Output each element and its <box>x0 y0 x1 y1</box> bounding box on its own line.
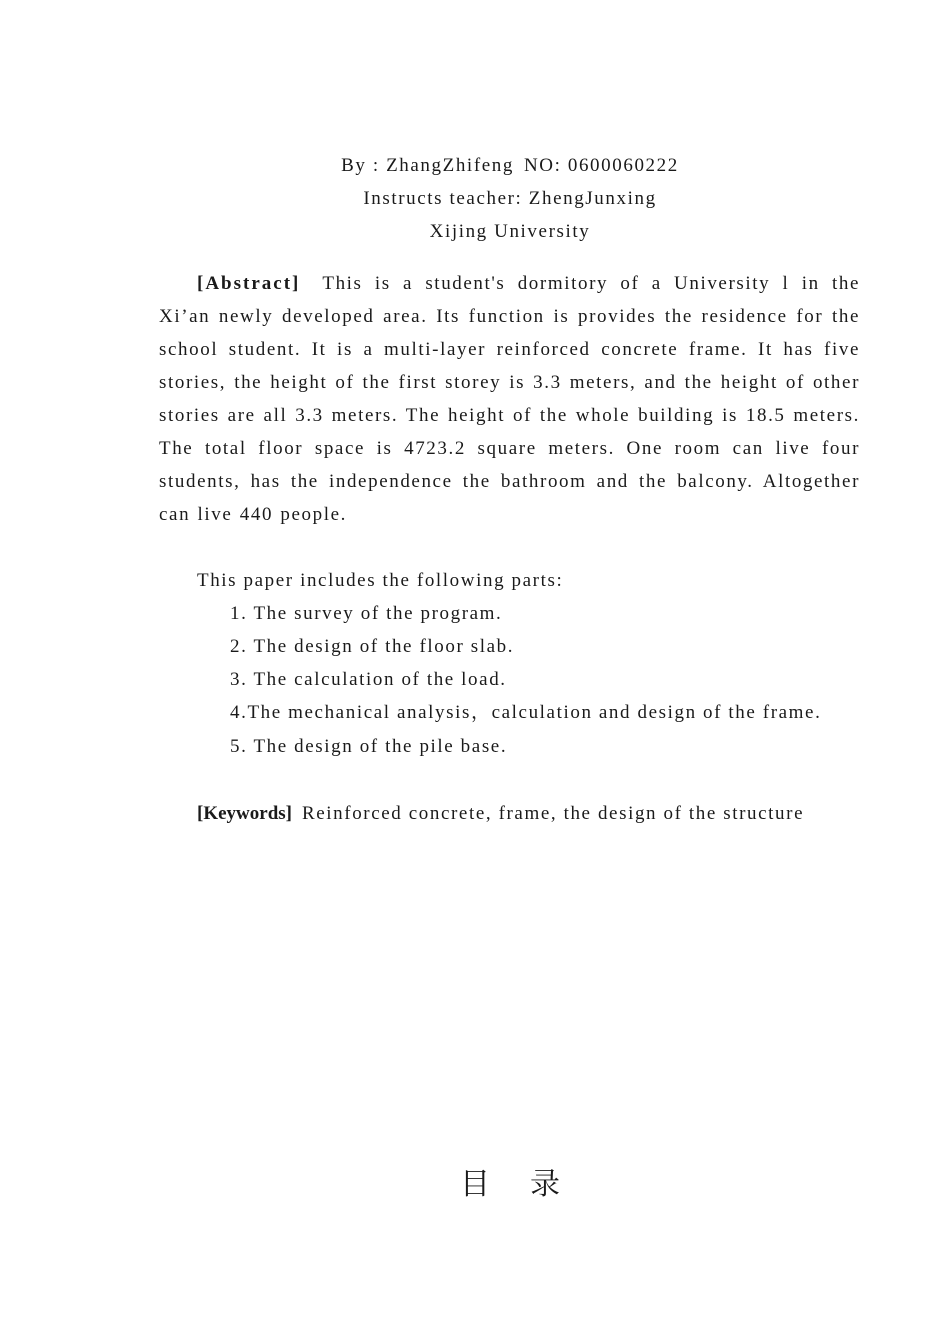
teacher-line: Instructs teacher: ZhengJunxing <box>363 188 657 209</box>
abstract-paragraph <box>159 267 860 531</box>
university-line: Xijing University <box>429 221 591 242</box>
parts-list <box>197 597 877 763</box>
student-number: NO: 0600060222 <box>523 155 679 176</box>
author-line <box>0 149 950 182</box>
keywords-line <box>197 797 897 830</box>
keywords-label: [Keywords] <box>197 803 292 824</box>
toc-heading: 目录 <box>460 1167 600 1202</box>
list-item: 4.The mechanical analysis，calculation and design of the frame. <box>230 702 822 723</box>
list-item: 2. The design of the floor slab. <box>230 636 515 657</box>
parts-section <box>197 564 877 763</box>
author-name: By : ZhangZhifeng <box>341 155 514 176</box>
list-item: 3. The calculation of the load. <box>230 669 507 690</box>
title-block <box>0 149 950 248</box>
keywords-text: Reinforced concrete, frame, the design of the structure <box>301 803 805 824</box>
parts-intro: This paper includes the following parts: <box>197 570 564 591</box>
abstract-label: [Abstract] <box>197 273 301 294</box>
list-item: 1. The survey of the program. <box>230 603 503 624</box>
list-item: 5. The design of the pile base. <box>230 736 508 757</box>
abstract-text: This is a student's dormitory of a University l in the Xi’an newly developed area. Its function is provides the residence for the school student. It is a multi-layer reinforced concrete frame. It has five stories, the height of the first storey is 3.3 meters, and the height of other stories are all 3.3 meters. The height of the whole building is 18.5 meters. The total floor space is 4723.2 square meters. One room can live four students, has the independence the bathroom and the balcony. Altogether can live 440 people. <box>159 273 860 525</box>
